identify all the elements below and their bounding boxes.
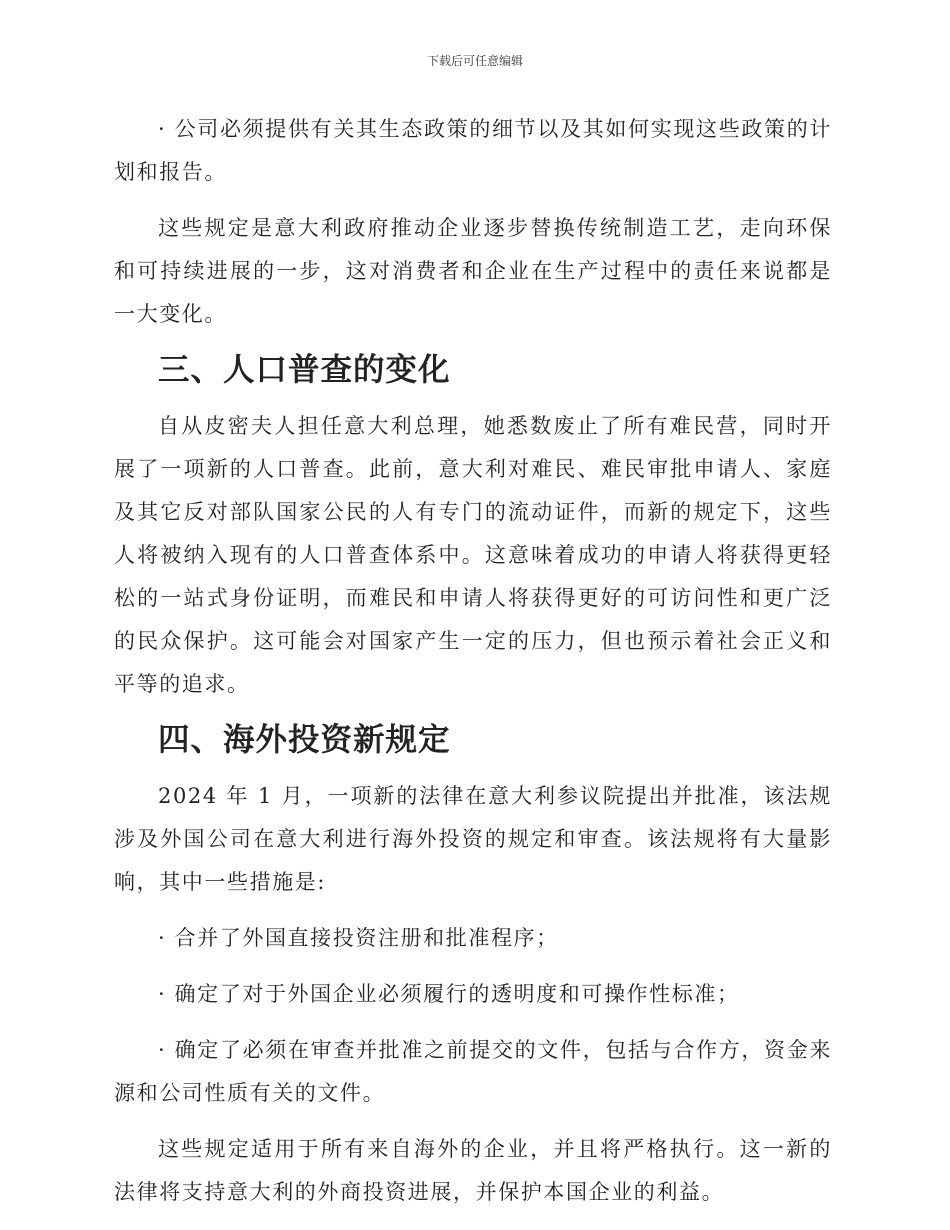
bullet-eco-policy-report: · 公司必须提供有关其生态政策的细节以及其如何实现这些政策的计划和报告。 xyxy=(114,117,832,184)
paragraph-eco-regulations: 这些规定是意大利政府推动企业逐步替换传统制造工艺，走向环保和可持续进展的一步，这对消费者和企业在生产过程中的责任来说都是一大变化。 xyxy=(114,216,832,326)
paragraph-census: 自从皮密夫人担任意大利总理，她悉数废止了所有难民营，同时开展了一项新的人口普查。此前，意大利对难民、难民审批申请人、家庭及其它反对部队国家公民的人有专门的流动证件，而新的规定下，这些人将被纳入现有的人口普查体系中。这意味着成功的申请人将获得更轻松的一站式身份证明，而难民和申请人将获得更好的可访问性和更广泛的民众保护。这可能会对国家产生一定的压力，但也预示着社会正义和平等的追求。 xyxy=(114,414,832,696)
section-heading-foreign-investment: 四、海外投资新规定 xyxy=(158,722,451,758)
page-header: 下载后可任意编辑 xyxy=(426,54,523,68)
bullet-required-documents: · 确定了必须在审查并批准之前提交的文件，包括与合作方，资金来源和公司性质有关的文件。 xyxy=(114,1038,832,1105)
section-heading-census: 三、人口普查的变化 xyxy=(158,352,451,388)
bullet-transparency-standards: · 确定了对于外国企业必须履行的透明度和可操作性标准； xyxy=(158,982,740,1006)
paragraph-conclusion: 这些规定适用于所有来自海外的企业，并且将严格执行。这一新的法律将支持意大利的外商投资进展，并保护本国企业的利益。 xyxy=(114,1137,832,1204)
paragraph-foreign-investment-law: 2024 年 1 月，一项新的法律在意大利参议院提出并批准，该法规涉及外国公司在意大利进行海外投资的规定和审查。该法规将有大量影响，其中一些措施是: xyxy=(114,784,832,894)
document-body xyxy=(114,108,832,1227)
bullet-merged-procedures: · 合并了外国直接投资注册和批准程序； xyxy=(158,926,559,950)
